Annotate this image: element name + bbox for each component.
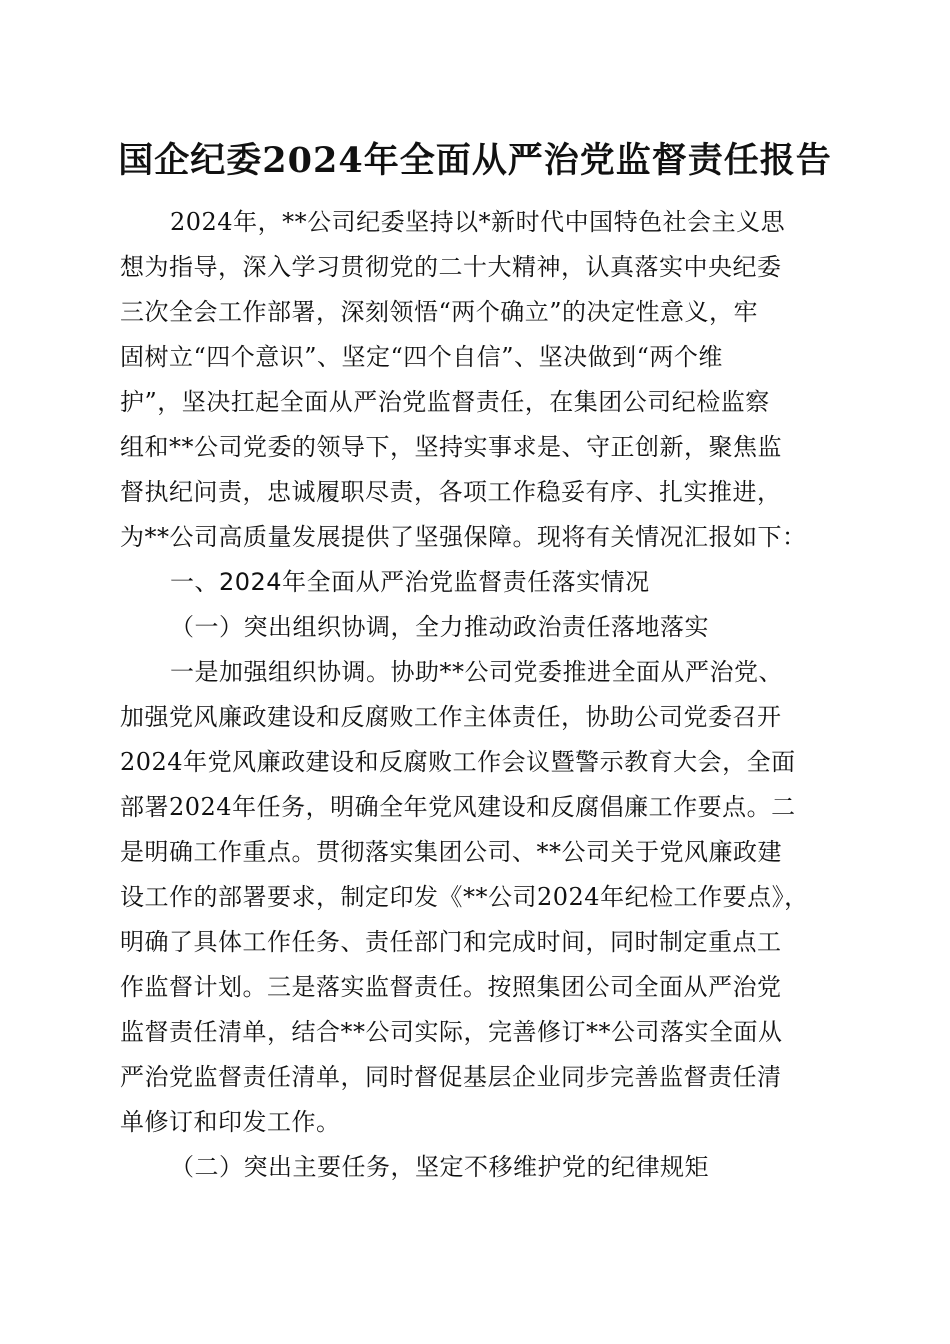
paragraph-line-6: 组和**公司党委的领导下，坚持实事求是、守正创新，聚焦监: [120, 433, 782, 461]
paragraph-line-8: 为**公司高质量发展提供了坚强保障。现将有关情况汇报如下：: [120, 523, 807, 551]
paragraph-line-17: 明确了具体工作任务、责任部门和完成时间，同时制定重点工: [120, 928, 782, 956]
paragraph-line-7: 督执纪问责，忠诚履职尽责，各项工作稳妥有序、扎实推进，: [120, 478, 782, 506]
paragraph-line-16: 设工作的部署要求，制定印发《**公司2024年纪检工作要点》，: [120, 883, 809, 911]
paragraph-line-5: 护”，坚决扛起全面从严治党监督责任，在集团公司纪检监察: [120, 388, 770, 416]
subsection-heading-2: （二）突出主要任务，坚定不移维护党的纪律规矩: [170, 1153, 709, 1181]
paragraph-line-15: 是明确工作重点。贯彻落实集团公司、**公司关于党风廉政建: [120, 838, 782, 866]
document-title: 国企纪委2024年全面从严治党监督责任报告: [118, 140, 832, 181]
paragraph-line-12: 加强党风廉政建设和反腐败工作主体责任，协助公司党委召开: [120, 703, 782, 731]
paragraph-line-4: 固树立“四个意识”、坚定“四个自信”、坚决做到“两个维: [120, 343, 723, 371]
paragraph-line-20: 严治党监督责任清单，同时督促基层企业同步完善监督责任清: [120, 1063, 782, 1091]
paragraph-line-1: 2024年，**公司纪委坚持以*新时代中国特色社会主义思: [170, 208, 786, 236]
paragraph-line-2: 想为指导，深入学习贯彻党的二十大精神，认真落实中央纪委: [120, 253, 782, 281]
paragraph-line-18: 作监督计划。三是落实监督责任。按照集团公司全面从严治党: [120, 973, 782, 1001]
subsection-heading-1: （一）突出组织协调，全力推动政治责任落地落实: [170, 613, 709, 641]
paragraph-line-13: 2024年党风廉政建设和反腐败工作会议暨警示教育大会，全面: [120, 748, 796, 776]
paragraph-line-3: 三次全会工作部署，深刻领悟“两个确立”的决定性意义，牢: [120, 298, 759, 326]
paragraph-line-14: 部署2024年任务，明确全年党风建设和反腐倡廉工作要点。二: [120, 793, 796, 821]
section-heading-1: 一、2024年全面从严治党监督责任落实情况: [170, 568, 650, 596]
paragraph-line-19: 监督责任清单，结合**公司实际，完善修订**公司落实全面从: [120, 1018, 783, 1046]
paragraph-line-11: 一是加强组织协调。协助**公司党委推进全面从严治党、: [170, 658, 783, 686]
paragraph-line-21: 单修订和印发工作。: [120, 1108, 341, 1136]
